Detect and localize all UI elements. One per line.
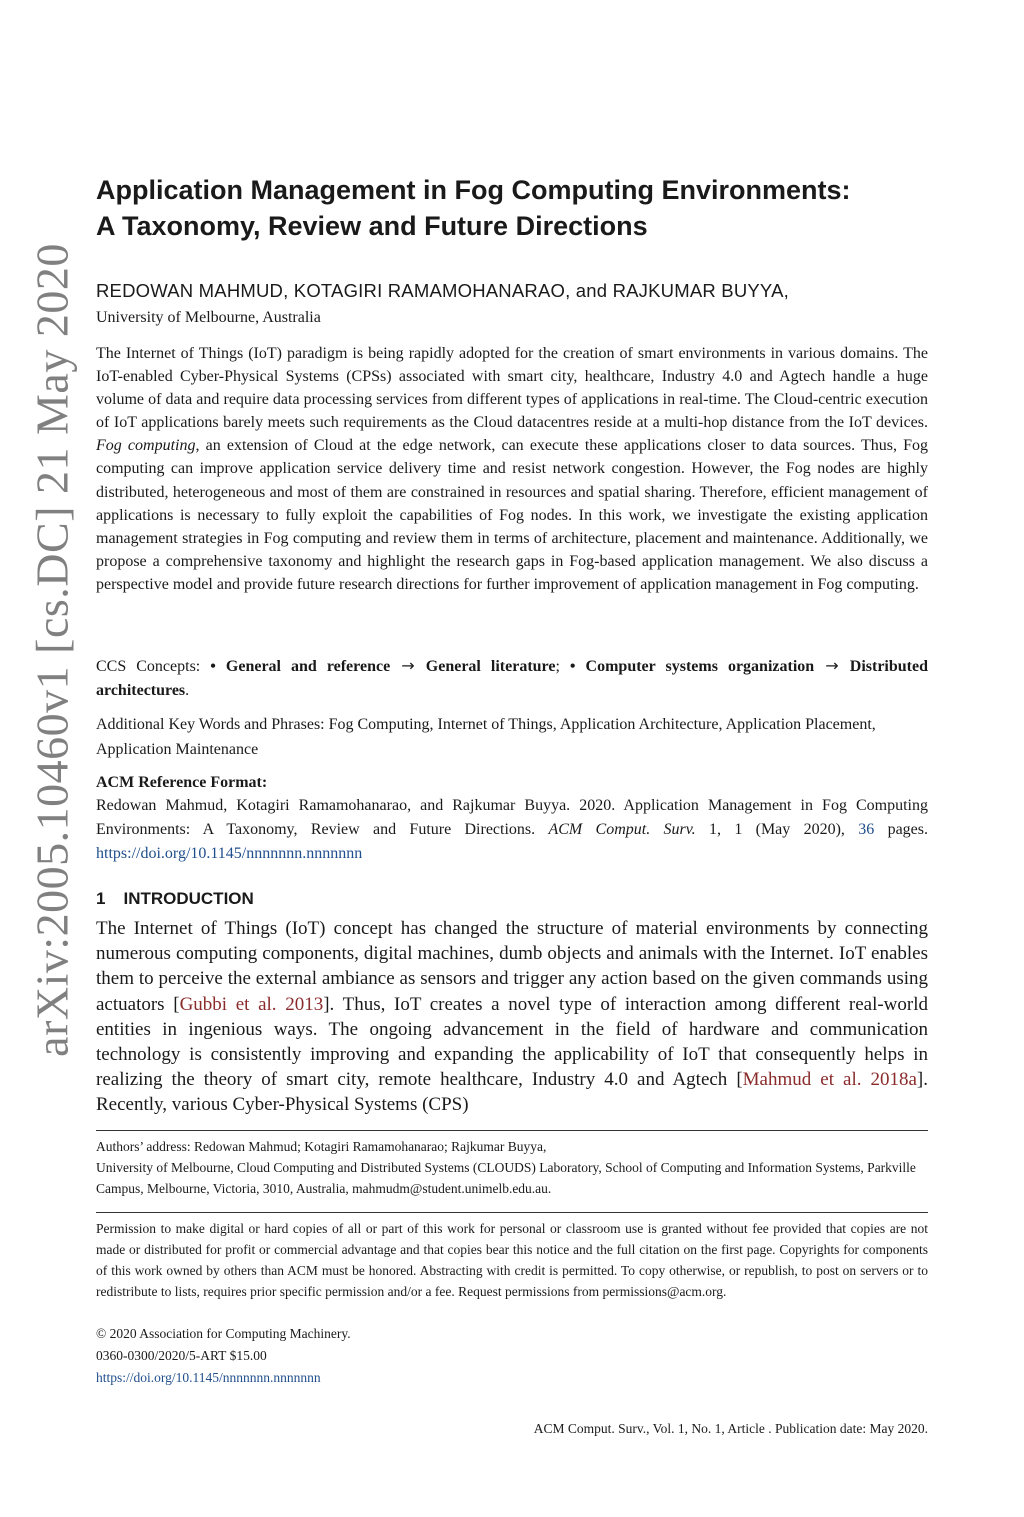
ccs-separator: ; (555, 658, 570, 675)
address-line-1: Authors’ address: Redowan Mahmud; Kotagiri Ramamohanarao; Rajkumar Buyya, (96, 1139, 547, 1154)
ccs-concept-2: General literature (425, 658, 556, 675)
arxiv-stamp: arXiv:2005.10460v1 [cs.DC] 21 May 2020 (26, 243, 78, 1057)
ccs-end: . (185, 681, 190, 699)
intro-paragraph (96, 916, 928, 1118)
permission-text: Permission to make digital or hard copies of all or part of this work for personal or classroom use is granted without fee provided that copies are not made or distributed for profit or commercial advantage and that copies bear this notice and the full citation on the first page. Copyrights for components of this work owned by others than ACM must be honored. Abstracting with credit is permitted. To copy otherwise, or republish, to post on servers or to redistribute to lists, requires prior specific permission and/or a fee. Request permissions from permissions@acm.org. (96, 1221, 928, 1299)
footnote-divider (96, 1130, 928, 1131)
reference-text: Redowan Mahmud, Kotagiri Ramamohanarao, and Rajkumar Buyya. 2020. Application Management in Fog Computing Environments: A Taxonomy, Review and Future Directions. (96, 797, 928, 838)
reference-pages-word: pages. (874, 821, 928, 838)
paper-title (96, 172, 936, 244)
citation-mahmud-author[interactable]: Mahmud et al. (742, 1069, 862, 1091)
abstract-fog-term: Fog computing (96, 437, 196, 455)
ccs-bullet-1: • (210, 658, 226, 675)
abstract-part-1: The Internet of Things (IoT) paradigm is being rapidly adopted for the creation of smart environments in various domains. The IoT-enabled Cyber-Physical Systems (CPSs) associated with smart city, healthcare, Industry 4.0 and Agtech handle a huge volume of data and require data processing services from different types of applications in real-time. The Cloud-centric execution of IoT applications barely meets such requirements as the Cloud datacentres reside at a multi-hop distance from the IoT devices. (96, 345, 928, 432)
keywords: Additional Key Words and Phrases: Fog Computing, Internet of Things, Application Architecture, Application Placement, Application Maintenance (96, 716, 876, 758)
ccs-label: CCS Concepts: (96, 658, 211, 675)
reference-format-heading: ACM Reference Format: (96, 774, 268, 791)
citation-gubbi-author[interactable]: Gubbi et al. (179, 993, 277, 1015)
author-list: REDOWAN MAHMUD, KOTAGIRI RAMAMOHANARAO, and RAJKUMAR BUYYA, (96, 280, 789, 301)
ccs-arrow-1: → (390, 656, 426, 675)
ccs-concepts (96, 654, 928, 702)
abstract-part-2: , an extension of Cloud at the edge network, can execute these applications closer to data sources. Thus, Fog computing can improve application service delivery time and resist network congestion. However, the Fog nodes are highly distributed, heterogeneous and most of them are constrained in resources and spatial sharing. Therefore, efficient management of applications is necessary to fully exploit the capabilities of Fog nodes. In this work, we investigate the existing application management strategies in Fog computing and review them in terms of architecture, placement and maintenance. Additionally, we propose a comprehensive taxonomy and highlight the research gaps in Fog-based application management. We also discuss a perspective model and provide future research directions for further improvement of application management in Fog computing. (96, 437, 928, 593)
reference-journal: ACM Comput. Surv. (548, 821, 696, 838)
intro-part-3: ]. Recently, various Cyber-Physical Systems (CPS) (96, 1069, 928, 1116)
ccs-bullet-2: • (569, 658, 586, 675)
footnote-doi-link[interactable]: https://doi.org/10.1145/nnnnnnn.nnnnnnn (96, 1370, 321, 1385)
ccs-concept-1: General and reference (225, 658, 391, 675)
permission-divider (96, 1212, 928, 1213)
intro-part-2: ]. Thus, IoT creates a novel type of interaction among different real-world entities in ingenious ways. The ongoing advancement in the field of hardware and communication technology is consistently improving and expanding the applicability of IoT that consequently helps in realizing the theory of smart city, remote healthcare, Industry 4.0 and Agtech [ (96, 993, 928, 1091)
authors-address-footnote (96, 1136, 928, 1199)
address-line-2: University of Melbourne, Cloud Computing and Distributed Systems (CLOUDS) Laboratory, School of Computing and Information Systems, Parkville Campus, Melbourne, Victoria, 3010, Australia, mahmudm@student.unimelb.edu.au. (96, 1160, 916, 1196)
intro-part-1: The Internet of Things (IoT) concept has changed the structure of material environments by connecting numerous computing components, digital machines, dumb objects and animals with the Internet. IoT enables them to perceive the external ambiance as sensors and trigger any action based on the given commands using actuators [ (96, 918, 928, 1015)
citation-gubbi-year[interactable]: 2013 (285, 993, 324, 1015)
reference-volume: 1, 1 (May 2020), (695, 821, 859, 838)
section-title: INTRODUCTION (123, 889, 254, 908)
ccs-arrow-2: → (814, 656, 850, 675)
section-number: 1 (96, 889, 106, 908)
copyright-line: © 2020 Association for Computing Machinery. (96, 1326, 351, 1341)
ccs-concept-4: Distributed architectures (96, 658, 928, 699)
issn-line: 0360-0300/2020/5-ART $15.00 (96, 1348, 267, 1363)
permission-notice (96, 1218, 928, 1302)
reference-pages-number: 36 (858, 821, 875, 838)
running-footer: ACM Comput. Surv., Vol. 1, No. 1, Article . Publication date: May 2020. (533, 1421, 928, 1436)
section-heading (96, 887, 928, 911)
title-line-2: A Taxonomy, Review and Future Directions (96, 211, 648, 241)
citation-mahmud-year[interactable]: 2018a (870, 1069, 917, 1091)
reference-doi-link[interactable]: https://doi.org/10.1145/nnnnnnn.nnnnnnn (96, 845, 363, 862)
ccs-concept-3: Computer systems organization (585, 658, 815, 675)
abstract (96, 342, 928, 596)
affiliation: University of Melbourne, Australia (96, 309, 321, 326)
reference-format-text (96, 794, 928, 866)
title-line-1: Application Management in Fog Computing Environments: (96, 175, 851, 205)
